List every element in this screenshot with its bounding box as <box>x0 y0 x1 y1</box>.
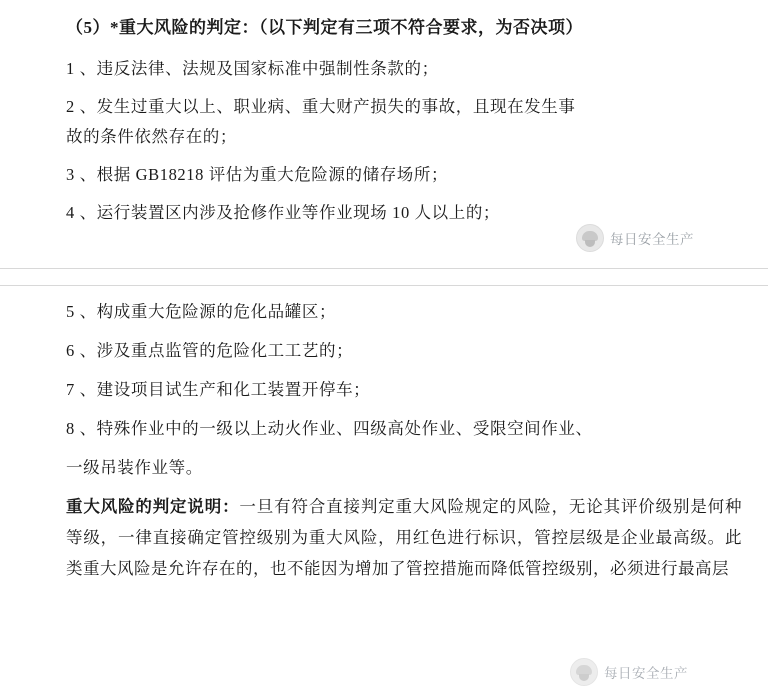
explanation-paragraph <box>66 491 742 584</box>
watermark-badge-top <box>576 224 694 252</box>
list-item: 1 、违反法律、法规及国家标准中强制性条款的； <box>66 59 439 78</box>
watermark-badge-bottom <box>570 658 688 686</box>
list-item: 2 、发生过重大以上、职业病、重大财产损失的事故，且现在发生事 <box>66 97 576 116</box>
list-item-continuation: 故的条件依然存在的； <box>66 127 237 146</box>
account-logo-icon <box>576 224 604 252</box>
explanation-title: 重大风险的判定说明： <box>66 497 240 516</box>
document-section-two <box>66 296 742 584</box>
explanation-body: 一旦有符合直接判定重大风险规定的风险，无论其评价级别是何种等级，一律直接确定管控级别为重大风险，用红色进行标识，管控层级是企业最高级。此类重大风险是允许存在的，也不能因为增加了管控措施而降低管控级别，必须进行最高层 <box>66 497 743 578</box>
section-divider-bottom <box>0 285 768 286</box>
watermark-label: 每日安全生产 <box>610 232 694 247</box>
account-logo-icon <box>570 658 598 686</box>
list-item: 3 、根据 GB18218 评估为重大危险源的储存场所； <box>66 165 449 184</box>
list-item-continuation: 一级吊装作业等。 <box>66 458 203 477</box>
list-item: 4 、运行装置区内涉及抢修作业等作业现场 10 人以上的； <box>66 203 501 222</box>
list-item: 8 、特殊作业中的一级以上动火作业、四级高处作业、受限空间作业、 <box>66 419 593 438</box>
section-divider-top <box>0 268 768 269</box>
page-title: （5）*重大风险的判定：（以下判定有三项不符合要求，为否决项） <box>66 18 583 37</box>
watermark-label: 每日安全生产 <box>604 666 688 681</box>
list-item: 6 、涉及重点监管的危险化工工艺的； <box>66 341 354 360</box>
list-item: 5 、构成重大危险源的危化品罐区； <box>66 302 337 321</box>
list-item: 7 、建设项目试生产和化工装置开停车； <box>66 380 371 399</box>
